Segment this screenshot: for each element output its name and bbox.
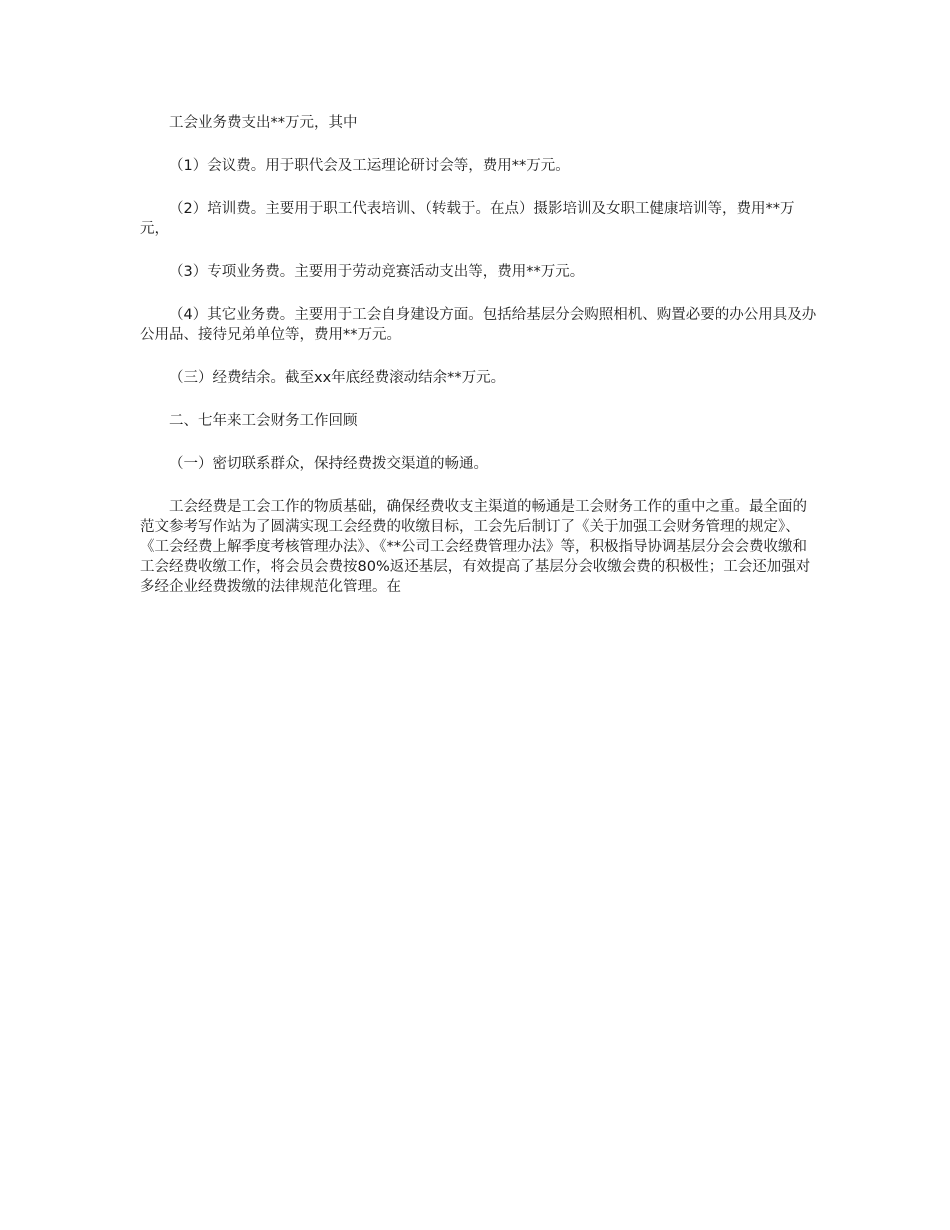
paragraph-union-funds-basis: 工会经费是工会工作的物质基础，确保经费收支主渠道的畅通是工会财务工作的重中之重。最全面的范文参考写作站为了圆满实现工会经费的收缴目标，工会先后制订了《关于加强工会财务管理的规定》、《工会经费上解季度考核管理办法》、《**公司工会经费管理办法》等，积极指导协调基层分会会费收缴和工会经费收缴工作，将会员会费按80%返还基层，有效提高了基层分会收缴会费的积极性；工会还加强对多经企业经费拨缴的法律规范化管理。在 [140, 499, 811, 595]
paragraph-special-business-fee: （3）专项业务费。主要用于劳动竞赛活动支出等，费用**万元。 [169, 264, 585, 280]
paragraph-union-business-expense: 工会业务费支出**万元，其中 [169, 115, 358, 131]
paragraph-fund-balance: （三）经费结余。截至xx年底经费滚动结余**万元。 [169, 370, 506, 386]
paragraph-meeting-fee: （1）会议费。用于职代会及工运理论研讨会等，费用**万元。 [169, 158, 570, 174]
document-body [140, 113, 820, 597]
paragraph-other-business-fee: （4）其它业务费。主要用于工会自身建设方面。包括给基层分会购照相机、购置必要的办公用具及办公用品、接待兄弟单位等，费用**万元。 [140, 307, 817, 343]
subsection-heading-contact-masses: （一）密切联系群众，保持经费拨交渠道的畅通。 [169, 456, 488, 472]
section-heading-review: 二、七年来工会财务工作回顾 [169, 413, 358, 429]
paragraph-training-fee: （2）培训费。主要用于职工代表培训、（转载于。在点）摄影培训及女职工健康培训等，费用**万元， [140, 201, 795, 237]
